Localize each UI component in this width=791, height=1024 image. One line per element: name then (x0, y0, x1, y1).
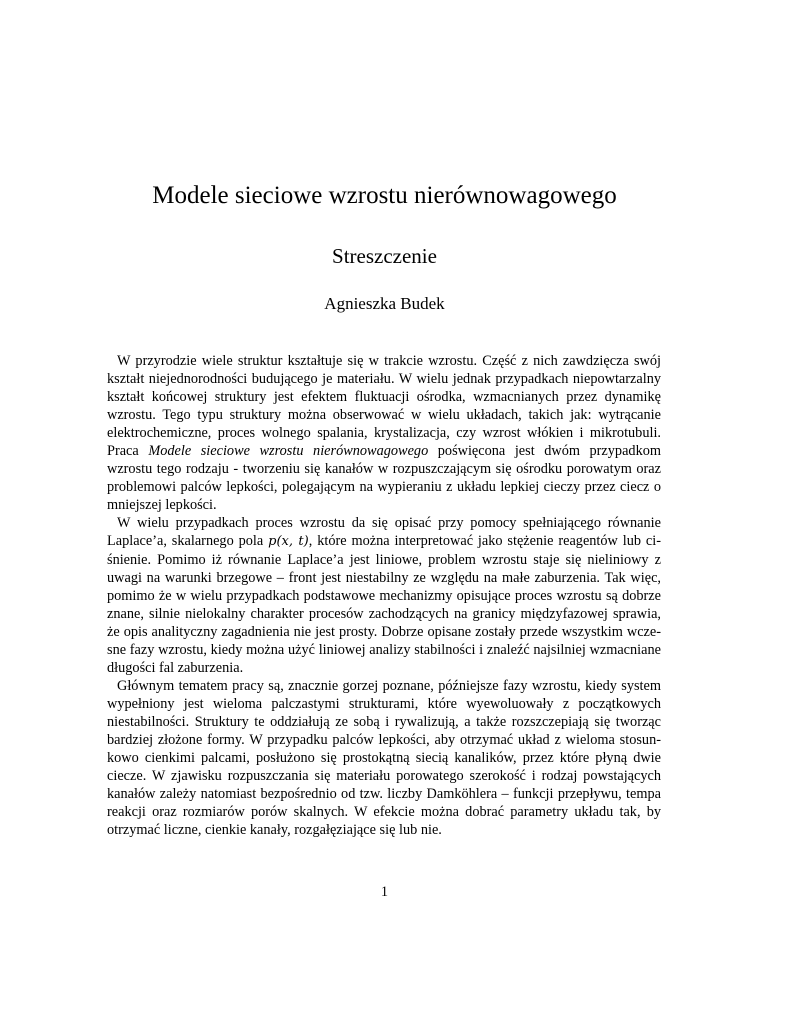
page-number: 1 (380, 884, 389, 900)
paragraph-text: W wielu przypadkach proces wzrostu da się opisać przy pomocy spełniającego równanie Laplace’a, skalarnego pola (107, 515, 661, 549)
paragraph-text: poświęcona jest dwóm przypadkom wzrostu tego rodzaju - tworzeniu się kanałów w rozpuszczającym się ośrodku porowatym oraz problemowi palców lepkości, polegającym na wypieraniu z układu lepkiej cieczy przez ciecz o mniejszej lepkości. (107, 443, 661, 513)
paragraph-text: , które można interpretować jako stężenie reagentów lub ciśnienie. Pomimo iż równanie Laplace’a jest liniowe, problem wzrostu staje się nieliniowy z uwagi na warunki brzegowe – front jest niestabilny ze względu na małe zaburzenia. Tak więc, pomimo że w wielu przypadkach podstawowe mechanizmy opisujące proces wzrostu są dobrze znane, silnie nielokalny charakter procesów zachodzących na granicy międzyfazowej sprawia, że opis analityczny zagadnienia nie jest prosty. Dobrze opisane zostały przede wszystkim wczesne fazy wzrostu, kiedy można użyć liniowej analizy stabilności i znaleźć najsilniej wzmacniane długości fal zaburzenia. (107, 533, 662, 676)
thesis-title-emphasis: Modele sieciowe wzrostu nierównowagowego (148, 443, 429, 459)
abstract-heading: Streszczenie (332, 244, 437, 268)
document-title: Modele sieciowe wzrostu nierównowagowego (152, 182, 617, 209)
math-expression: p(x, t) (268, 534, 309, 549)
abstract-paragraph-1 (107, 352, 661, 514)
abstract-paragraph-2 (107, 514, 661, 677)
abstract-body (107, 352, 661, 839)
paragraph-text: W przyrodzie wiele struktur kształtuje się w trakcie wzrostu. Część z nich zawdzięcza swój kształt niejednorodności budującego je materiału. W wielu jednak przypadkach niepowtarzalny kształt końcowej struktury jest efektem fluktuacji ośrodka, wzmacnianych przez dynamikę wzrostu. Tego typu struktury można obserwować w wielu układach, takich jak: wytrącanie elektrochemiczne, proces wolnego spalania, krystalizacja, czy wzrost włókien i mikrotubuli. Praca (107, 353, 661, 459)
author-name: Agnieszka Budek (324, 294, 445, 313)
abstract-paragraph-3: Głównym tematem pracy są, znacznie gorzej poznane, późniejsze fazy wzrostu, kiedy system wypełniony jest wieloma palczastymi strukturami, które wyewoluowały z początkowych niestabilności. Struktury te oddziałują ze sobą i rywalizują, a także rozszczepiają się tworząc bardziej złożone formy. W przypadku palców lepkości, aby otrzymać układ z wieloma stosunkowo cienkimi palcami, posłużono się prostokątną siecią kanalików, przez które płyną dwie ciecze. W zjawisku rozpuszczania się materiału porowatego szerokość i rodzaj powstających kanałów zależy natomiast bezpośrednio od tzw. liczby Damköhlera – funkcji przepływu, tempa reakcji oraz rozmiarów porów skalnych. W efekcie można dobrać parametry układu tak, by otrzymać liczne, cienkie kanały, rozgałęziające się lub nie. (107, 678, 661, 838)
